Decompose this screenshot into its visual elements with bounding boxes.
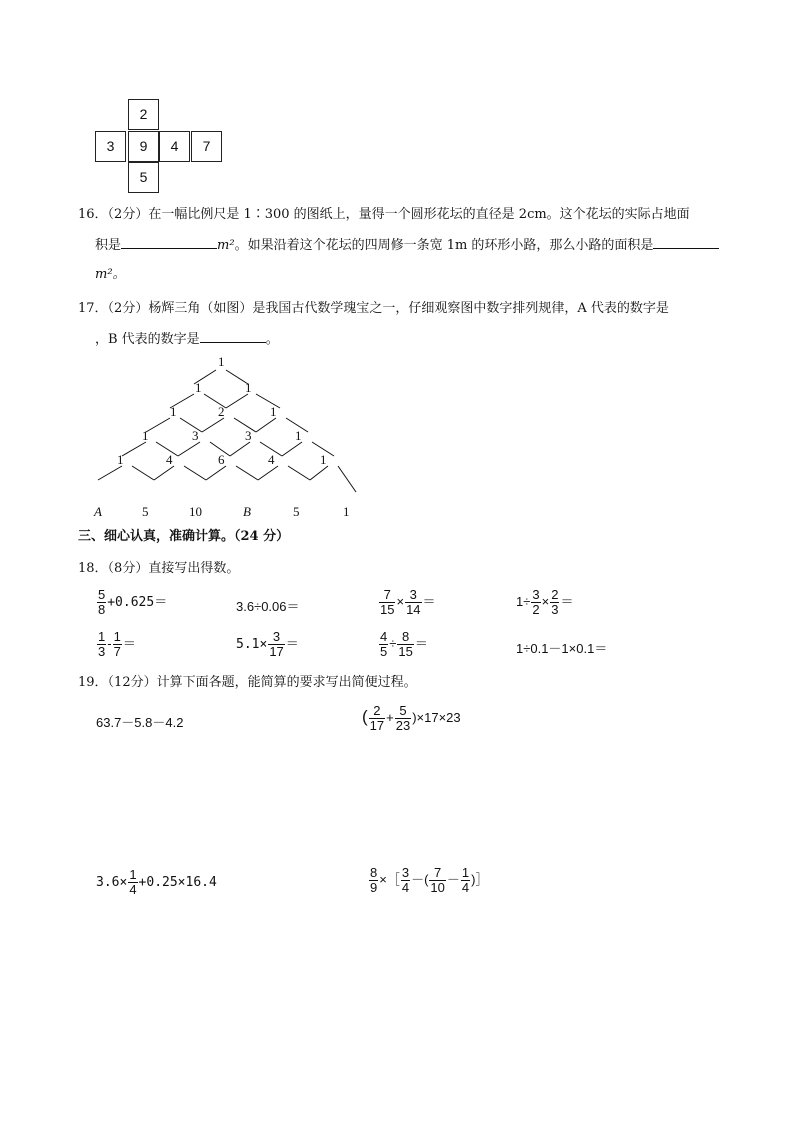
fraction bbox=[429, 866, 445, 895]
expression-part: ( bbox=[362, 706, 368, 726]
expression-part: ×［ bbox=[379, 871, 400, 887]
triangle-lines bbox=[98, 370, 356, 492]
yanghui-triangle bbox=[90, 352, 360, 522]
q18-e7 bbox=[378, 630, 428, 659]
fraction-numerator: 8 bbox=[401, 629, 410, 644]
fraction-numerator: 1 bbox=[98, 629, 106, 644]
t-r6-0: A bbox=[94, 504, 102, 519]
fraction-denominator: 15 bbox=[398, 644, 413, 659]
fraction bbox=[405, 588, 421, 617]
q18-e6 bbox=[236, 630, 299, 659]
fraction-denominator: 17 bbox=[369, 718, 385, 733]
t-r2-0: 1 bbox=[195, 380, 202, 395]
t-r1-0: 1 bbox=[218, 354, 225, 369]
fraction bbox=[369, 704, 385, 733]
fraction bbox=[369, 866, 378, 895]
fraction bbox=[461, 866, 470, 895]
fraction-numerator: 1 bbox=[461, 865, 470, 880]
t-r3-2: 1 bbox=[270, 404, 277, 419]
t-r6-3: B bbox=[243, 504, 251, 519]
q17-line1: 17．（2分）杨辉三角（如图）是我国古代数学瑰宝之一，仔细观察图中数字排列规律，A 代表的数字是 bbox=[78, 301, 669, 316]
fraction-numerator: 3 bbox=[532, 587, 540, 602]
q18-e3 bbox=[378, 588, 436, 617]
q17-blank-b[interactable] bbox=[200, 330, 266, 343]
section-3-heading: 三、细心认真，准确计算。（24 分） bbox=[78, 529, 290, 544]
q16-line3 bbox=[95, 266, 126, 284]
fraction-numerator: 5 bbox=[399, 703, 407, 718]
expression-part: 3.6× bbox=[96, 874, 128, 890]
q19-p3 bbox=[96, 868, 217, 897]
fraction-denominator: 17 bbox=[269, 644, 284, 659]
q18-e8: 1÷0.1－1×0.1＝ bbox=[516, 641, 608, 656]
fraction-denominator: 10 bbox=[430, 880, 445, 895]
fraction-numerator: 3 bbox=[272, 629, 281, 644]
q16-unit: m² bbox=[217, 238, 235, 253]
t-r3-0: 1 bbox=[170, 404, 177, 419]
q16-line1: 16．（2分）在一幅比例尺是 1∶300 的图纸上，量得一个圆形花坛的直径是 2cm。这个花坛的实际占地面 bbox=[78, 207, 690, 222]
fraction bbox=[550, 588, 559, 617]
fraction bbox=[113, 630, 122, 659]
expression-part: ＝ bbox=[422, 593, 436, 609]
fraction-numerator: 8 bbox=[370, 865, 378, 880]
t-r5-0: 1 bbox=[117, 452, 124, 467]
t-r6-1: 5 bbox=[142, 504, 149, 519]
q17-line2 bbox=[95, 330, 279, 349]
fraction-denominator: 4 bbox=[401, 880, 410, 895]
q19-p2 bbox=[362, 704, 461, 733]
fraction-denominator: 5 bbox=[380, 644, 388, 659]
q16-blank-1[interactable] bbox=[121, 236, 217, 249]
fraction-numerator: 4 bbox=[380, 629, 388, 644]
t-r4-1: 3 bbox=[192, 428, 199, 443]
fraction bbox=[395, 704, 411, 733]
fraction bbox=[401, 866, 410, 895]
net-cell-bottom: 5 bbox=[128, 162, 159, 193]
t-r5-4: 1 bbox=[320, 452, 327, 467]
fraction-numerator: 1 bbox=[113, 629, 121, 644]
expression-part: －( bbox=[411, 871, 429, 887]
fraction-denominator: 7 bbox=[113, 644, 121, 659]
t-r5-1: 4 bbox=[166, 452, 173, 467]
t-r4-0: 1 bbox=[142, 428, 149, 443]
net-cell-right1: 4 bbox=[159, 131, 190, 162]
fraction-numerator: 3 bbox=[401, 865, 410, 880]
frac bbox=[97, 588, 106, 617]
q19-p1: 63.7－5.8－4.2 bbox=[96, 715, 184, 730]
fraction-denominator: 3 bbox=[551, 602, 559, 617]
t-r5-3: 4 bbox=[268, 452, 275, 467]
t-r6-5: 1 bbox=[343, 504, 350, 519]
t-r4-3: 1 bbox=[295, 428, 302, 443]
fraction-denominator: 2 bbox=[532, 602, 540, 617]
expression-part: )］ bbox=[471, 871, 489, 887]
expression-part: × bbox=[396, 593, 405, 609]
q18-e2: 3.6÷0.06＝ bbox=[236, 599, 300, 614]
fraction bbox=[397, 630, 413, 659]
q18-e1 bbox=[96, 588, 167, 617]
t-r4-2: 3 bbox=[245, 428, 252, 443]
q17-text-a: ，B 代表的数字是 bbox=[95, 332, 200, 347]
fraction bbox=[97, 630, 106, 659]
expression-part: + bbox=[386, 709, 394, 725]
t-r6-4: 5 bbox=[293, 504, 300, 519]
q18-title: 18．（8分）直接写出得数。 bbox=[78, 561, 240, 576]
q19-title: 19．（12分）计算下面各题，能简算的要求写出简便过程。 bbox=[78, 675, 417, 690]
net-cell-right2: 7 bbox=[191, 131, 222, 162]
q17-text-b: 。 bbox=[265, 332, 279, 347]
expression-part: ＝ bbox=[414, 635, 428, 651]
fraction-numerator: 7 bbox=[434, 865, 442, 880]
fraction-denominator: 4 bbox=[129, 882, 137, 897]
fraction-denominator: 8 bbox=[98, 602, 106, 617]
fraction bbox=[531, 588, 540, 617]
expression-part: × bbox=[541, 593, 550, 609]
q19-p4 bbox=[368, 866, 488, 895]
fraction-numerator: 7 bbox=[383, 587, 391, 602]
expression-part: ＝ bbox=[285, 635, 299, 651]
expression-part: ＝ bbox=[560, 593, 574, 609]
q16-blank-2[interactable] bbox=[653, 236, 719, 249]
expression-part: ＝ bbox=[122, 635, 136, 651]
net-cell-top: 2 bbox=[128, 99, 159, 130]
fraction-denominator: 9 bbox=[370, 880, 378, 895]
q16-unit-end: m²。 bbox=[95, 267, 126, 282]
fraction-numerator: 2 bbox=[373, 703, 381, 718]
expression-part: +0.625＝ bbox=[107, 594, 168, 610]
t-r6-2: 10 bbox=[189, 504, 202, 519]
fraction bbox=[128, 868, 137, 897]
q18-e5 bbox=[96, 630, 136, 659]
q16-text-b: 。如果沿着这个花坛的四周修一条宽 1m 的环形小路，那么小路的面积是 bbox=[234, 238, 654, 253]
fraction bbox=[379, 630, 388, 659]
expression-part: ÷ bbox=[389, 635, 397, 651]
expression-part: +0.25×16.4 bbox=[138, 874, 217, 890]
fraction-numerator: 2 bbox=[551, 587, 559, 602]
t-r3-1: 2 bbox=[218, 404, 225, 419]
fraction bbox=[379, 588, 395, 617]
fraction bbox=[268, 630, 284, 659]
q16-text-a: 积是 bbox=[95, 238, 122, 253]
fraction-numerator: 3 bbox=[409, 587, 417, 602]
fraction-denominator: 23 bbox=[395, 718, 411, 733]
q18-e4 bbox=[516, 588, 573, 617]
expression-part: )×17×23 bbox=[412, 709, 461, 725]
fraction-denominator: 3 bbox=[98, 644, 106, 659]
fraction-denominator: 15 bbox=[380, 602, 395, 617]
expression-part: 5.1× bbox=[236, 636, 268, 652]
fraction-numerator: 5 bbox=[98, 587, 106, 602]
t-r5-2: 6 bbox=[218, 452, 225, 467]
net-cell-left: 3 bbox=[95, 131, 126, 162]
expression-part: － bbox=[446, 871, 460, 887]
t-r2-1: 1 bbox=[245, 380, 252, 395]
net-cell-center: 9 bbox=[128, 131, 159, 162]
fraction-denominator: 14 bbox=[406, 602, 421, 617]
expression-part: - bbox=[107, 635, 112, 651]
expression-part: 1÷ bbox=[516, 593, 531, 609]
q16-line2 bbox=[95, 236, 719, 255]
fraction-numerator: 1 bbox=[129, 867, 137, 882]
fraction-denominator: 4 bbox=[461, 880, 470, 895]
